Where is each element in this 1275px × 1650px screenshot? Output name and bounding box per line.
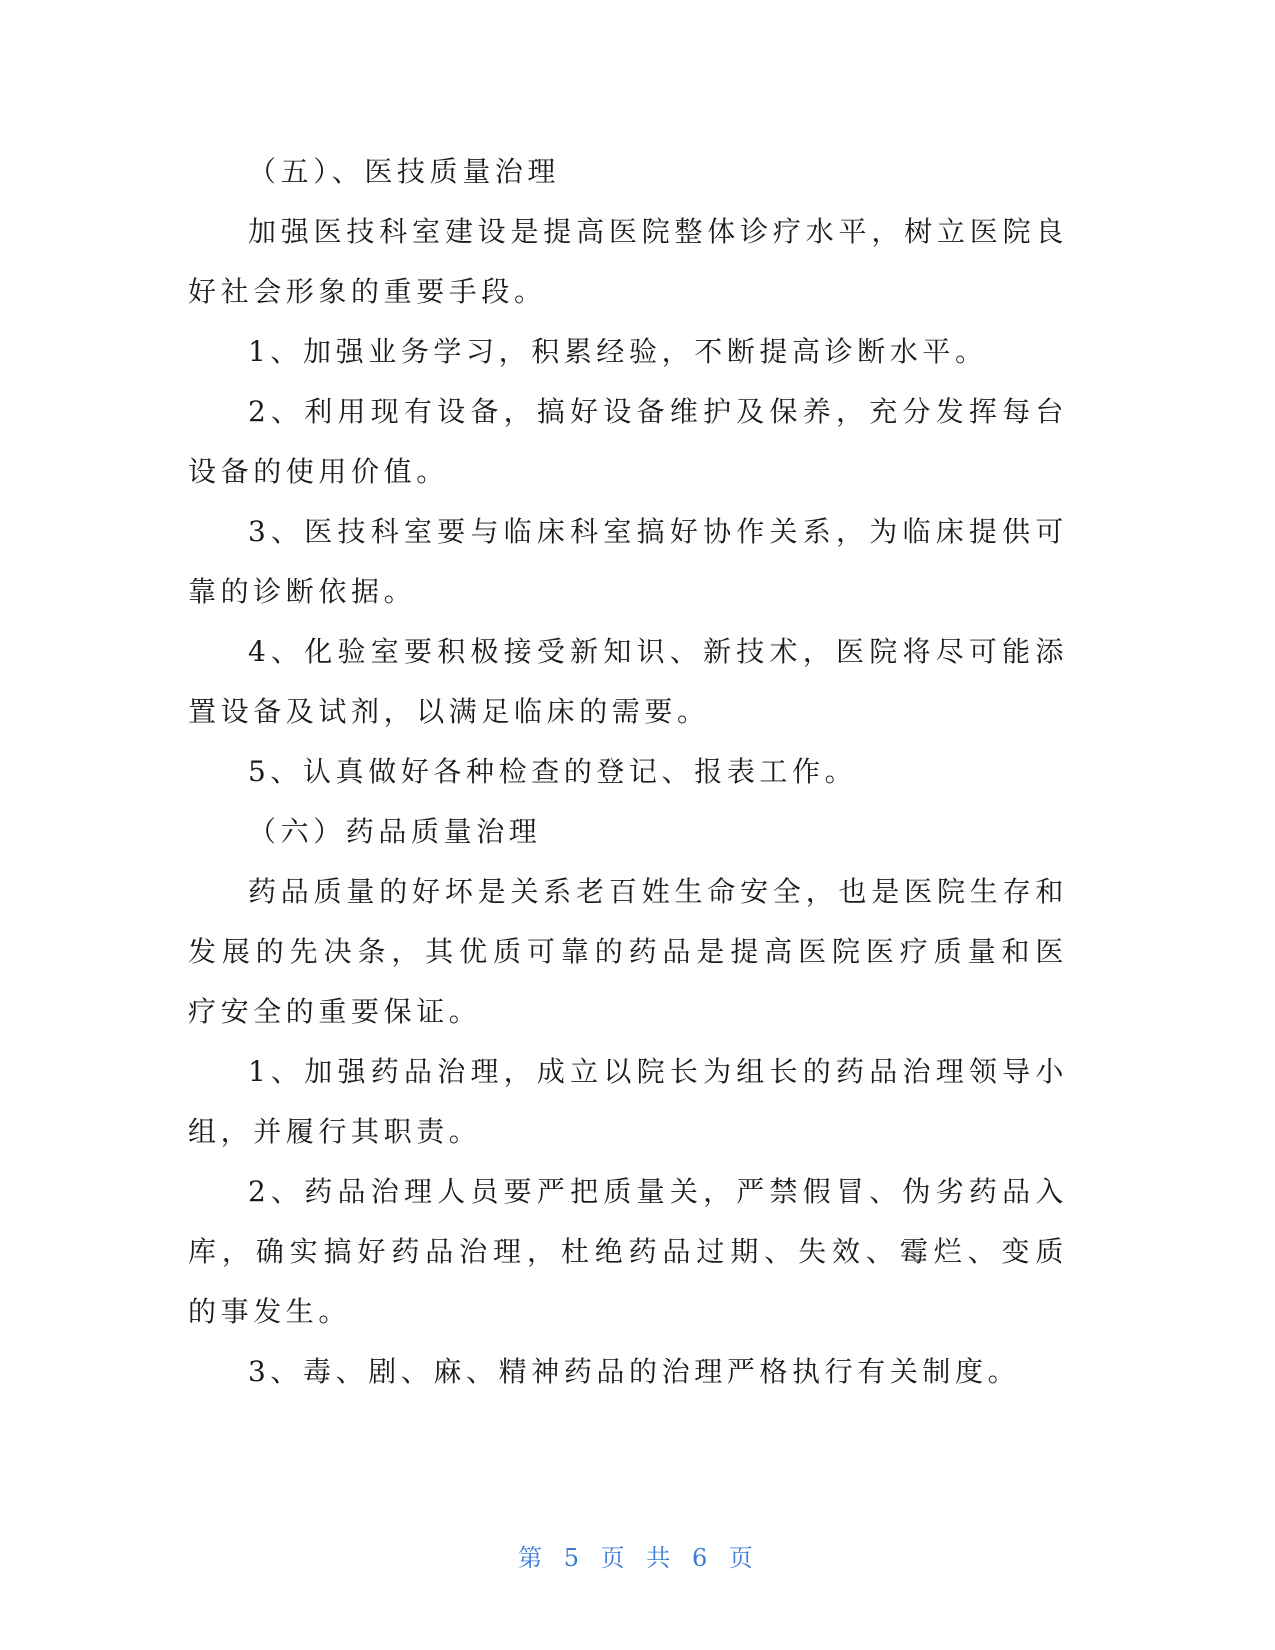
list-item: 1、加强药品治理，成立以院长为组长的药品治理领导小组，并履行其职责。	[188, 1055, 1068, 1148]
list-item: 5、认真做好各种检查的登记、报表工作。	[248, 755, 858, 788]
document-body	[188, 142, 1068, 1402]
list-item: 3、医技科室要与临床科室搞好协作关系，为临床提供可靠的诊断依据。	[188, 515, 1068, 608]
list-item: 1、加强业务学习，积累经验，不断提高诊断水平。	[248, 335, 988, 368]
section-heading-5: （五）、医技质量治理	[248, 155, 561, 188]
list-item: 3、毒、剧、麻、精神药品的治理严格执行有关制度。	[248, 1355, 1021, 1388]
section-heading-6: （六）药品质量治理	[248, 815, 542, 848]
list-item: 4、化验室要积极接受新知识、新技术，医院将尽可能添置设备及试剂，以满足临床的需要。	[188, 635, 1068, 728]
page-footer: 第 5 页 共 6 页	[518, 1544, 757, 1572]
list-item: 2、利用现有设备，搞好设备维护及保养，充分发挥每台设备的使用价值。	[188, 395, 1068, 488]
paragraph: 药品质量的好坏是关系老百姓生命安全，也是医院生存和发展的先决条，其优质可靠的药品是提高医院医疗质量和医疗安全的重要保证。	[188, 875, 1068, 1028]
list-item: 2、药品治理人员要严把质量关，严禁假冒、伪劣药品入库，确实搞好药品治理，杜绝药品过期、失效、霉烂、变质的事发生。	[188, 1175, 1068, 1328]
paragraph: 加强医技科室建设是提高医院整体诊疗水平，树立医院良好社会形象的重要手段。	[188, 215, 1068, 308]
